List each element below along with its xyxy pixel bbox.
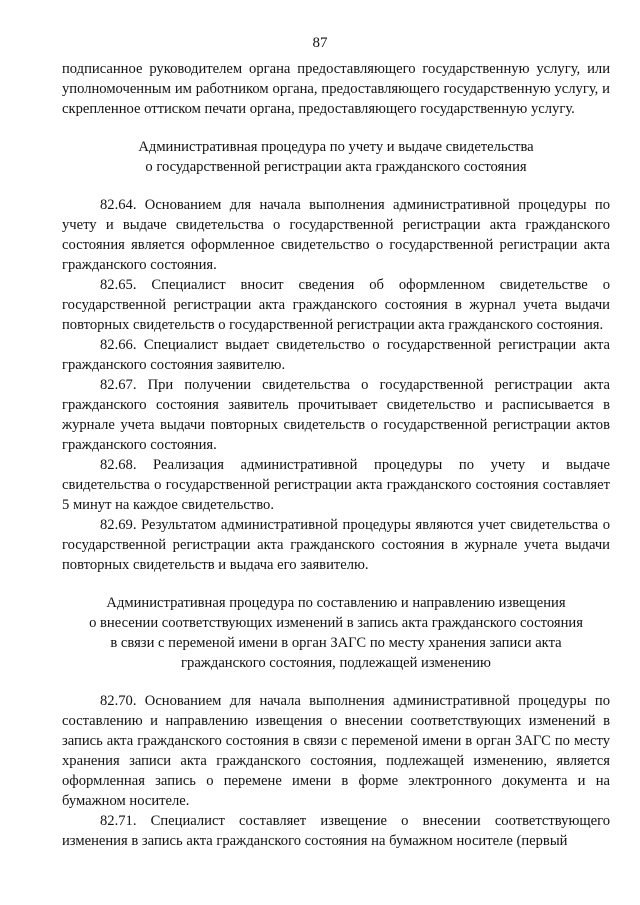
section-heading-line: Административная процедура по составлению и направлению извещения	[106, 595, 566, 611]
document-body	[62, 59, 610, 851]
paragraph-82-66: 82.66. Специалист выдает свидетельство о государственной регистрации акта гражданского состояния заявителю.	[62, 337, 610, 373]
intro-paragraph: подписанное руководителем органа предоставляющего государственную услугу, или уполномоченным им работником органа, предоставляющего государственную услугу, и скрепленное оттиском печати органа, предоставляющего государственную услугу.	[62, 61, 610, 117]
section-heading-line: Административная процедура по учету и выдаче свидетельства	[138, 139, 534, 155]
paragraph-82-68: 82.68. Реализация административной процедуры по учету и выдаче свидетельства о государственной регистрации акта гражданского состояния составляет 5 минут на каждое свидетельство.	[62, 457, 610, 513]
section-heading-line: в связи с переменой имени в орган ЗАГС по месту хранения записи акта	[110, 635, 562, 651]
section-heading	[62, 137, 610, 177]
paragraph-82-69: 82.69. Результатом административной процедуры являются учет свидетельства о государственной регистрации акта гражданского состояния в журнале учета выдачи повторных свидетельств и выдача его заявителю.	[62, 517, 610, 573]
paragraph-82-70: 82.70. Основанием для начала выполнения административной процедуры по составлению и направлению извещения о внесении соответствующих изменений в запись акта гражданского состояния в связи с переменой имени в орган ЗАГС по месту хранения записи акта гражданского состояния, подлежащей изменению, является оформленная запись о перемене имени в форме электронного документа и на бумажном носителе.	[62, 693, 610, 809]
paragraph-82-67: 82.67. При получении свидетельства о государственной регистрации акта гражданского состояния заявитель прочитывает свидетельство и расписывается в журнале учета выдачи повторных свидетельств о государственной регистрации актов гражданского состояния.	[62, 377, 610, 453]
page-number: 87	[312, 35, 328, 51]
section-heading-line: о внесении соответствующих изменений в запись акта гражданского состояния	[89, 615, 583, 631]
section-heading	[62, 593, 610, 673]
section-heading-line: гражданского состояния, подлежащей изменению	[181, 655, 491, 671]
paragraph-82-64: 82.64. Основанием для начала выполнения административной процедуры по учету и выдаче свидетельства о государственной регистрации акта гражданского состояния является оформленное свидетельство о государственной регистрации акта гражданского состояния.	[62, 197, 610, 273]
paragraph-82-71: 82.71. Специалист составляет извещение о внесении соответствующего изменения в запись акта гражданского состояния на бумажном носителе (первый	[62, 813, 610, 849]
paragraph-82-65: 82.65. Специалист вносит сведения об оформленном свидетельстве о государственной регистрации акта гражданского состояния в журнал учета выдачи повторных свидетельств о государственной регистрации акта гражданского состояния.	[62, 277, 610, 333]
section-heading-line: о государственной регистрации акта гражданского состояния	[145, 159, 527, 175]
